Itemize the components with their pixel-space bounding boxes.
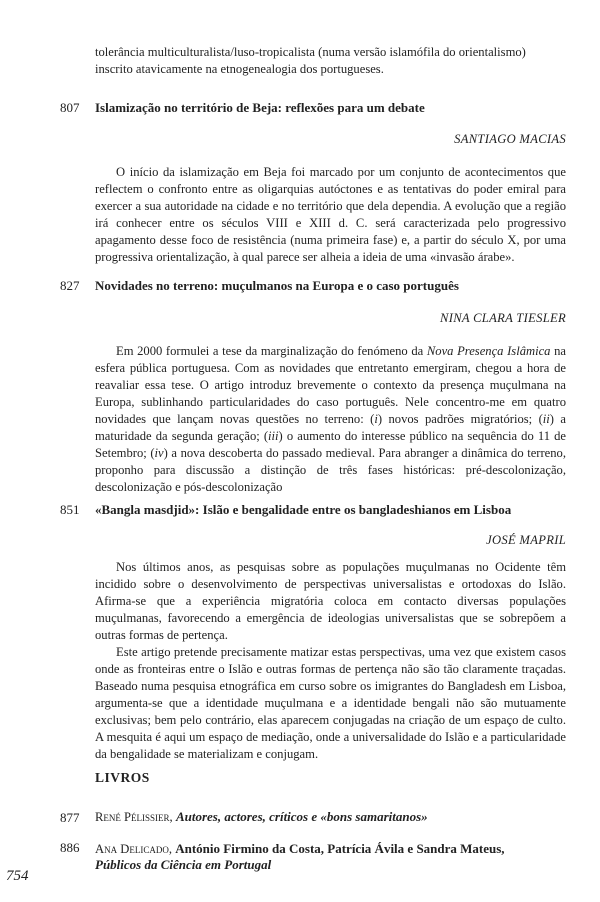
article-title: Islamização no território de Beja: reflexões para um debate: [95, 100, 425, 115]
book-author: Ana Delicado,: [95, 842, 172, 856]
book-page-number: 877: [60, 810, 80, 825]
book-title: Autores, actores, críticos e «bons samaritanos»: [175, 809, 428, 824]
article-abstract: [95, 559, 566, 763]
article-title: Novidades no terreno: muçulmanos na Europa e o caso português: [95, 278, 459, 293]
abstract-paragraph: Em 2000 formulei a tese da marginalização do fenómeno da Nova Presença Islâmica na esfera pública portuguesa. Com as novidades que entretanto emergiram, chegou a hora de reavaliar essa tese. O artigo introduz brevemente o contexto da presença muçulmana na Europa, sublinhando particularidades do caso português. Nele concentro-me em quatro novidades que lançam novas questões no terreno: (i) novos padrões migratórios; (ii) a maturidade da segunda geração; (iii) o aumento do interesse público na sequência do 11 de Setembro; (iv) a nova descoberta do passado medieval. Para abranger a dinâmica do terreno, proponho para discussão a distinção de três fases históricas: pré-descolonização, descolonização e pós-descolonização: [95, 344, 567, 494]
article-author: SANTIAGO MACIAS: [454, 132, 566, 146]
article-title: «Bangla masdjid»: Islão e bengalidade entre os bangladeshianos em Lisboa: [95, 502, 512, 517]
book-coauthors: António Firmino da Costa, Patrícia Ávila e Sandra Mateus,: [175, 841, 505, 856]
article-page-number: 807: [60, 100, 80, 115]
article-author: NINA CLARA TIESLER: [440, 311, 566, 325]
page-folio: 754: [6, 868, 29, 884]
article-page-number: 827: [60, 278, 80, 293]
article-abstract: [95, 164, 566, 266]
book-title: Públicos da Ciência em Portugal: [95, 857, 272, 872]
intro-line-1: tolerância multiculturalista/luso-tropicalista (numa versão islamófila do orientalismo): [95, 45, 526, 59]
article-abstract: [95, 343, 566, 496]
abstract-paragraph: O início da islamização em Beja foi marcado por um conjunto de acontecimentos que reflectem o confronto entre as oligarquias autóctones e as tentativas do poder emiral para exercer a sua autoridade na cidade e no território que dela dependia. A evolução que a região irá conhecer entre os séculos VIII e XIII d. C. será caracterizada pelo progressivo apagamento desse foco de resistência (numa primeira fase) e, a partir do século X, por uma progressiva orientalização, à qual parece ser alheia a ideia de uma «invasão árabe».: [95, 165, 566, 264]
abstract-paragraph: Este artigo pretende precisamente matizar estas perspectivas, uma vez que existem casos onde as fronteiras entre o Islão e outras formas de pertença não são tão claramente traçadas. Baseado numa pesquisa etnográfica em curso sobre os imigrantes do Bangladesh em Lisboa, argumenta-se que a identidade muçulmana e a identidade bengali não são mutuamente exclusivas; bem pelo contrário, elas aparecem conjugadas na criação de um espaço de culto. A mesquita é aqui um espaço de mediação, onde a universalidade do Islão e a particularidade da bengalidade se materializam e conjugam.: [95, 645, 566, 761]
book-entry: [95, 808, 428, 826]
article-page-number: 851: [60, 502, 80, 517]
intro-line-2: inscrito atavicamente na etnogenealogia dos portugueses.: [95, 62, 384, 76]
article-author: JOSÉ MAPRIL: [486, 533, 566, 547]
abstract-paragraph: Nos últimos anos, as pesquisas sobre as populações muçulmanas no Ocidente têm incidido sobre o desenvolvimento de perspectivas universalistas e ortodoxas do Islão. Afirma-se que a experiência migratória coloca em contacto diversas populações muçulmanas, favorecendo a emergência de ideologias universalistas que se sobrepõem a outras formas de pertença.: [95, 560, 566, 642]
emphasis-text: Nova Presença Islâmica: [426, 344, 551, 358]
section-heading: LIVROS: [95, 770, 150, 785]
book-page-number: 886: [60, 840, 80, 855]
book-author: René Pélissier,: [95, 810, 173, 824]
